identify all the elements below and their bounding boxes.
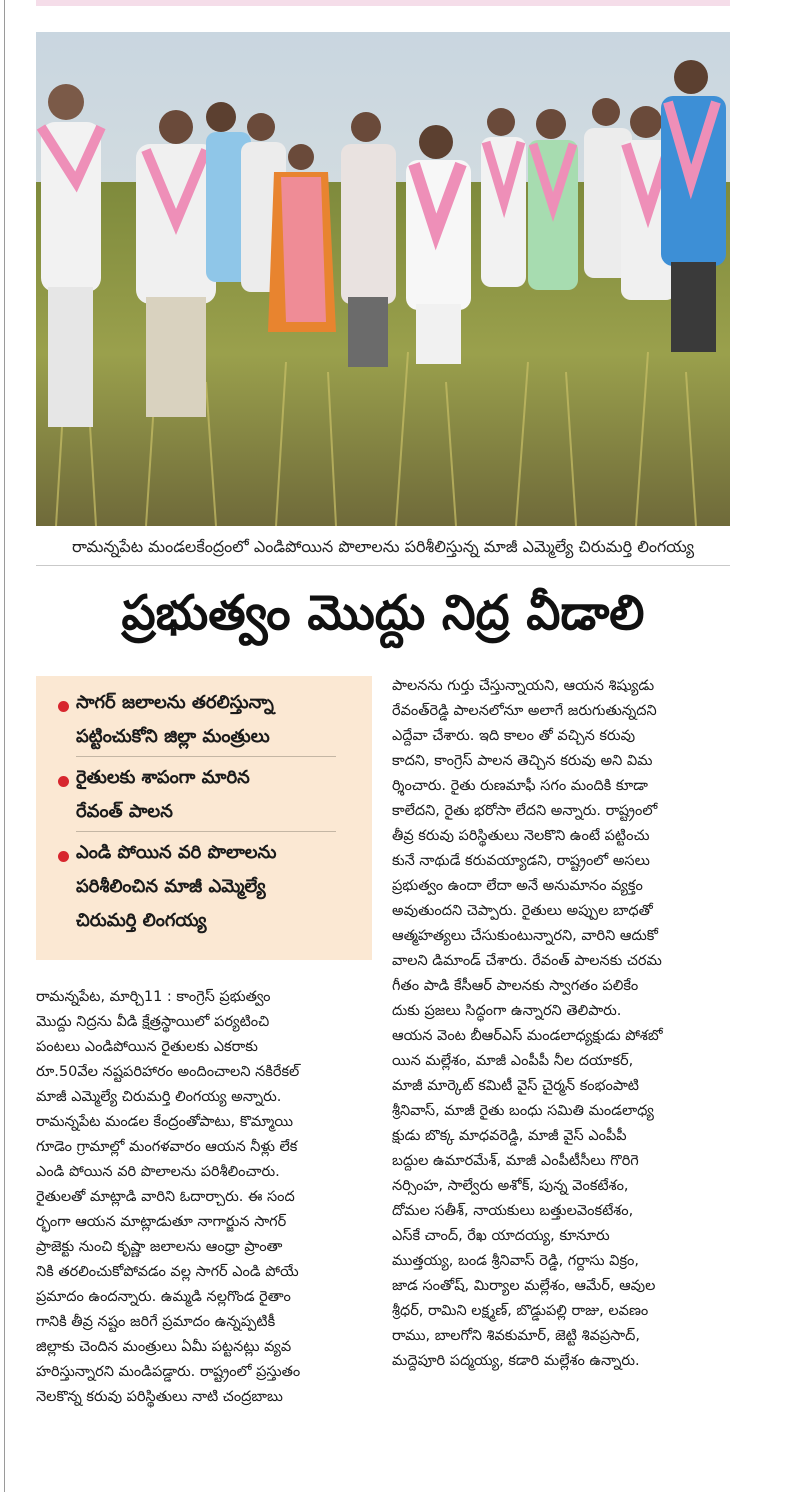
body-line: నర్సింహ, సాల్వేరు అశోక్, పున్న వెంకటేశం, (392, 1178, 629, 1194)
headline: ప్రభుత్వం మొద్దు నిద్ర వీడాలి (121, 585, 645, 641)
body-line: మాజీ ఎమ్మెల్యే చిరుమర్తి లింగయ్య అన్నారు. (36, 1089, 282, 1105)
body-line: తీవ్ర కరువు పరిస్థితులు నెలకొని ఉంటే పట్టించు (392, 828, 650, 844)
highlight-item (58, 761, 358, 829)
article-body-left-column (36, 985, 372, 1410)
highlight-divider (76, 756, 336, 757)
body-line: ర్భంగా ఆయన మాట్లాడుతూ నాగార్జున సాగర్ (36, 1214, 287, 1230)
top-color-band (36, 0, 730, 6)
body-line: హరిస్తున్నారని మండిపడ్డారు. రాష్ట్రంలో ప్రస్తుతం (36, 1364, 301, 1380)
body-line: ఎద్దేవా చేశారు. ఇది కాలం తో వచ్చిన కరువు (392, 728, 636, 744)
highlight-divider (76, 831, 336, 832)
body-line: ఆయన వెంట బీఆర్ఎస్ మండలాధ్యక్షుడు పోశబో (392, 1028, 663, 1044)
highlight-item (58, 836, 358, 938)
body-line: బద్దుల ఉమారమేశ్, మాజీ ఎంపీటీసీలు గొరిగె (392, 1153, 639, 1169)
highlight-line: రేవంత్ పాలన (76, 801, 173, 822)
photo-caption: రామన్నపేట మండలకేంద్రంలో ఎండిపోయిన పొలాలను పరిశీలిస్తున్న మాజీ ఎమ్మెల్యే చిరుమర్తి లింగయ్య (71, 537, 695, 556)
article-body-right-column (392, 674, 730, 1374)
body-line: మాజీ మార్కెట్ కమిటీ వైస్ చైర్మన్ కంభంపాటి (392, 1078, 639, 1094)
body-line: నికి తరలించుకోపోవడం వల్ల సాగర్ ఎండి పోయే (36, 1264, 299, 1280)
body-line: గూడెం గ్రామాల్లో మంగళవారం ఆయన నీళ్లు లేక (36, 1139, 298, 1155)
body-line: వాలని డిమాండ్ చేశారు. రేవంత్ పాలనకు చరమ (392, 953, 662, 969)
body-line: రాము, బాలగోని శివకుమార్, జెట్టి శివప్రసాద్, (392, 1328, 640, 1344)
body-line: జిల్లాకు చెందిన మంత్రులు ఏమీ పట్టనట్లు వ్యవ (36, 1339, 292, 1355)
highlight-item (58, 686, 358, 754)
bullet-dot-icon (58, 701, 69, 712)
highlight-line: రైతులకు శాపంగా మారిన (76, 767, 250, 788)
body-line: ఎండి పోయిన వరి పొలాలను పరిశీలించారు. (36, 1164, 280, 1180)
body-line: ప్రమాదం ఉందన్నారు. ఉమ్మడి నల్లగొండ రైతాం (36, 1289, 291, 1305)
page-left-rule (4, 0, 5, 1492)
body-line: జాడ సంతోష్, మిర్యాల మల్లేశం, ఆమేర్, ఆవుల (392, 1278, 656, 1294)
body-line: ఆత్మహత్యలు చేసుకుంటున్నారని, వారిని ఆదుకో (392, 928, 658, 944)
highlight-line: సాగర్ జలాలను తరలిస్తున్నా (76, 692, 274, 713)
body-line: రామన్నపేట మండల కేంద్రంతోపాటు, కొమ్మాయి (36, 1114, 294, 1130)
body-line: రేవంత్‌రెడ్డి పాలనలోనూ అలాగే జరుగుతున్నదని (392, 703, 657, 719)
body-line: యిన మల్లేశం, మాజీ ఎంపీపీ నీల దయాకర్, (392, 1053, 634, 1069)
body-line: గీతం పాడి కేసీఆర్ పాలనకు స్వాగతం పలికేం (392, 978, 639, 994)
bullet-dot-icon (58, 776, 69, 787)
body-line: శ్రీనివాస్, మాజీ రైతు బంధు సమితి మండలాధ్య (392, 1103, 654, 1119)
body-line: దోమల సతీశ్, నాయకులు బత్తులవెంకటేశం, (392, 1203, 634, 1219)
body-line: ముత్తయ్య, బండ శ్రీనివాస్ రెడ్డి, గర్దాసు విక్రం, (392, 1253, 640, 1269)
caption-divider (36, 565, 730, 566)
body-line: గానికి తీవ్ర నష్టం జరిగే ప్రమాదం ఉన్నప్పటికీ (36, 1314, 276, 1330)
body-line: దుకు ప్రజలు సిద్ధంగా ఉన్నారని తెలిపారు. (392, 1003, 622, 1019)
body-line: రామన్నపేట, మార్చి11 : కాంగ్రెస్ ప్రభుత్వం (36, 989, 271, 1005)
body-line: ప్రభుత్వం ఉందా లేదా అనే అనుమానం వ్యక్తం (392, 878, 643, 894)
body-line: నెలకొన్న కరువు పరిస్థితులు నాటి చంద్రబాబు (36, 1389, 283, 1405)
body-line: కునే నాథుడే కరువయ్యాడని, రాష్ట్రంలో అసలు (392, 853, 650, 869)
body-line: కాలేదని, రైతు భరోసా లేదని అన్నారు. రాష్ట్రంలో (392, 803, 658, 819)
body-line: పంటలు ఎండిపోయిన రైతులకు ఎకరాకు (36, 1039, 258, 1055)
body-line: కాదని, కాంగ్రెస్ పాలన తెచ్చిన కరువు అని విమ (392, 753, 653, 769)
body-line: క్షుడు బొక్క మాధవరెడ్డి, మాజీ వైస్ ఎంపీపీ (392, 1128, 627, 1144)
highlight-line: ఎండి పోయిన వరి పొలాలను (76, 842, 277, 863)
highlight-line: పట్టించుకోని జిల్లా మంత్రులు (76, 726, 270, 747)
bullet-dot-icon (58, 851, 69, 862)
farmers-field-photo-icon (36, 32, 730, 526)
body-line: మొద్దు నిద్రను వీడి క్షేత్రస్థాయిలో పర్యటించి (36, 1014, 270, 1030)
body-line: మద్దెపూరి పద్మయ్య, కడారి మల్లేశం ఉన్నారు. (392, 1353, 640, 1369)
highlight-line: చిరుమర్తి లింగయ్య (76, 910, 207, 931)
body-line: రూ.50వేల నష్టపరిహారం అందించాలని నకిరేకల్ (36, 1064, 300, 1080)
body-line: శ్రీధర్, రామిని లక్ష్మణ్, బొడ్డుపల్లి రాజు, లవణం (392, 1303, 649, 1319)
highlights-box (36, 676, 372, 960)
news-photo (36, 32, 730, 526)
body-line: రైతులతో మాట్లాడి వారిని ఓదార్చారు. ఈ సంద (36, 1189, 295, 1205)
body-line: పాలనను గుర్తు చేస్తున్నాయని, ఆయన శిష్యుడు (392, 678, 655, 694)
highlight-line: పరిశీలించిన మాజీ ఎమ్మెల్యే (76, 876, 266, 897)
body-line: ర్శించారు. రైతు రుణమాఫీ సగం మందికి కూడా (392, 778, 648, 794)
body-line: ఎస్‌కే చాంద్, రేఖ యాదయ్య, కూనూరు (392, 1228, 610, 1244)
body-line: ప్రాజెక్టు నుంచి కృష్ణా జలాలను ఆంధ్రా ప్రాంతా (36, 1239, 283, 1255)
body-line: అవుతుందని చెప్పారు. రైతులు అప్పుల బాధతో (392, 903, 653, 919)
